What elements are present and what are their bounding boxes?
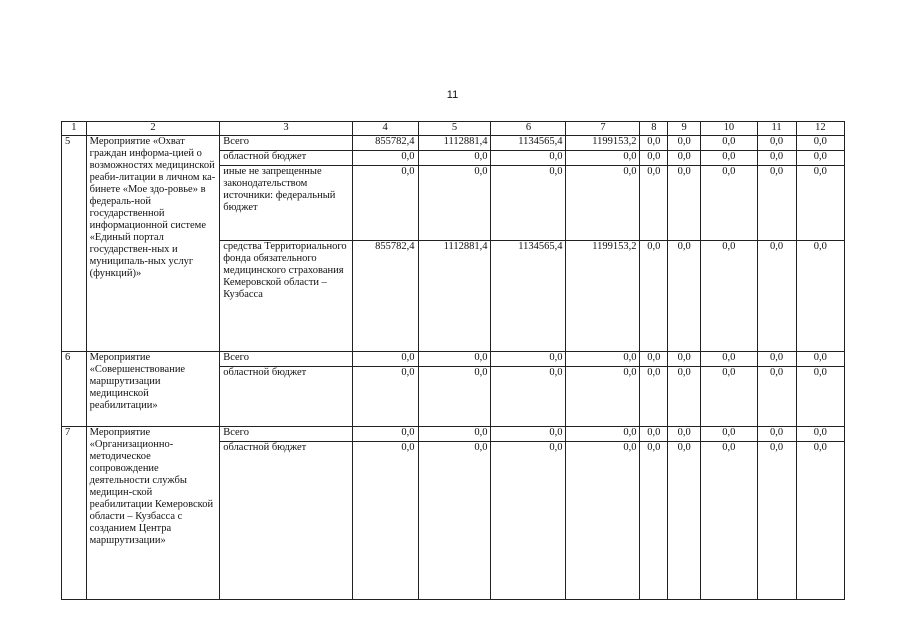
amount-cell: 0,0 (418, 367, 491, 427)
event-name: Мероприятие «Охват граждан информа-цией о возможностях медицинской реаби-литации в личном ка-бинете «Мое здо-ровье» в федераль-ной государственной информационной системе «Единый портал государствен-ных и муниципаль-ных услуг (функций)» (86, 136, 220, 352)
amount-cell: 0,0 (757, 442, 796, 600)
amount-cell: 0,0 (491, 442, 566, 600)
funding-source: областной бюджет (220, 367, 353, 427)
amount-cell: 0,0 (701, 136, 758, 151)
amount-cell: 0,0 (701, 151, 758, 166)
amount-cell: 0,0 (491, 352, 566, 367)
amount-cell: 855782,4 (352, 136, 418, 151)
column-header: 12 (796, 122, 844, 136)
amount-cell: 0,0 (640, 166, 668, 241)
page-number: 11 (446, 89, 459, 101)
amount-cell: 0,0 (491, 367, 566, 427)
column-header: 1 (62, 122, 87, 136)
column-header-row (62, 122, 845, 136)
amount-cell: 1134565,4 (491, 241, 566, 352)
amount-cell: 0,0 (640, 241, 668, 352)
amount-cell: 0,0 (701, 241, 758, 352)
funding-source: Всего (220, 136, 353, 151)
amount-cell: 0,0 (796, 427, 844, 442)
amount-cell: 0,0 (796, 442, 844, 600)
amount-cell: 0,0 (668, 427, 701, 442)
amount-cell: 0,0 (418, 427, 491, 442)
amount-cell: 0,0 (352, 442, 418, 600)
column-header: 4 (352, 122, 418, 136)
column-header: 8 (640, 122, 668, 136)
table-row (62, 352, 845, 367)
funding-source: средства Территориального фонда обязательного медицинского страхования Кемеровской области – Кузбасса (220, 241, 353, 352)
amount-cell: 0,0 (566, 442, 640, 600)
amount-cell: 1112881,4 (418, 241, 491, 352)
amount-cell: 1134565,4 (491, 136, 566, 151)
amount-cell: 855782,4 (352, 241, 418, 352)
amount-cell: 0,0 (796, 136, 844, 151)
amount-cell: 0,0 (701, 166, 758, 241)
amount-cell: 0,0 (640, 442, 668, 600)
amount-cell: 0,0 (796, 151, 844, 166)
amount-cell: 0,0 (640, 136, 668, 151)
funding-source: областной бюджет (220, 442, 353, 600)
amount-cell: 0,0 (796, 241, 844, 352)
amount-cell: 0,0 (640, 151, 668, 166)
amount-cell: 0,0 (668, 367, 701, 427)
amount-cell: 0,0 (668, 136, 701, 151)
amount-cell: 0,0 (757, 367, 796, 427)
amount-cell: 0,0 (418, 352, 491, 367)
column-header: 3 (220, 122, 353, 136)
amount-cell: 0,0 (352, 151, 418, 166)
column-header: 10 (701, 122, 758, 136)
amount-cell: 0,0 (640, 352, 668, 367)
amount-cell: 0,0 (668, 151, 701, 166)
funding-source: Всего (220, 352, 353, 367)
column-header: 11 (757, 122, 796, 136)
amount-cell: 0,0 (566, 166, 640, 241)
amount-cell: 1199153,2 (566, 241, 640, 352)
table-row (62, 427, 845, 442)
column-header: 2 (86, 122, 220, 136)
event-index: 5 (62, 136, 87, 352)
column-header: 9 (668, 122, 701, 136)
amount-cell: 0,0 (352, 427, 418, 442)
table-body (62, 122, 845, 600)
amount-cell: 0,0 (668, 166, 701, 241)
amount-cell: 0,0 (640, 427, 668, 442)
event-index: 6 (62, 352, 87, 427)
amount-cell: 0,0 (757, 352, 796, 367)
amount-cell: 0,0 (796, 352, 844, 367)
column-header: 5 (418, 122, 491, 136)
event-name: Мероприятие «Организационно-методическое сопровождение деятельности службы медицин-ской реабилитации Кемеровской области – Кузбасса с созданием Центра маршрутизации» (86, 427, 220, 600)
amount-cell: 1199153,2 (566, 136, 640, 151)
amount-cell: 0,0 (352, 352, 418, 367)
amount-cell: 0,0 (491, 151, 566, 166)
funding-source: Всего (220, 427, 353, 442)
amount-cell: 0,0 (566, 367, 640, 427)
amount-cell: 0,0 (418, 166, 491, 241)
amount-cell: 0,0 (757, 136, 796, 151)
amount-cell: 0,0 (668, 442, 701, 600)
amount-cell: 0,0 (701, 367, 758, 427)
event-name: Мероприятие «Совершенствование маршрутизации медицинской реабилитации» (86, 352, 220, 427)
budget-table (61, 121, 845, 600)
amount-cell: 0,0 (757, 427, 796, 442)
amount-cell: 0,0 (566, 151, 640, 166)
amount-cell: 0,0 (418, 442, 491, 600)
amount-cell: 0,0 (566, 352, 640, 367)
amount-cell: 0,0 (491, 166, 566, 241)
amount-cell: 0,0 (640, 367, 668, 427)
amount-cell: 0,0 (418, 151, 491, 166)
column-header: 6 (491, 122, 566, 136)
amount-cell: 0,0 (757, 151, 796, 166)
amount-cell: 0,0 (566, 427, 640, 442)
amount-cell: 0,0 (757, 241, 796, 352)
amount-cell: 0,0 (668, 352, 701, 367)
amount-cell: 0,0 (668, 241, 701, 352)
event-index: 7 (62, 427, 87, 600)
amount-cell: 0,0 (701, 427, 758, 442)
amount-cell: 1112881,4 (418, 136, 491, 151)
amount-cell: 0,0 (701, 442, 758, 600)
amount-cell: 0,0 (491, 427, 566, 442)
amount-cell: 0,0 (352, 367, 418, 427)
amount-cell: 0,0 (352, 166, 418, 241)
amount-cell: 0,0 (757, 166, 796, 241)
amount-cell: 0,0 (796, 166, 844, 241)
table-row (62, 136, 845, 151)
amount-cell: 0,0 (796, 367, 844, 427)
column-header: 7 (566, 122, 640, 136)
funding-source: иные не запрещенные законодательством источники: федеральный бюджет (220, 166, 353, 241)
funding-source: областной бюджет (220, 151, 353, 166)
amount-cell: 0,0 (701, 352, 758, 367)
